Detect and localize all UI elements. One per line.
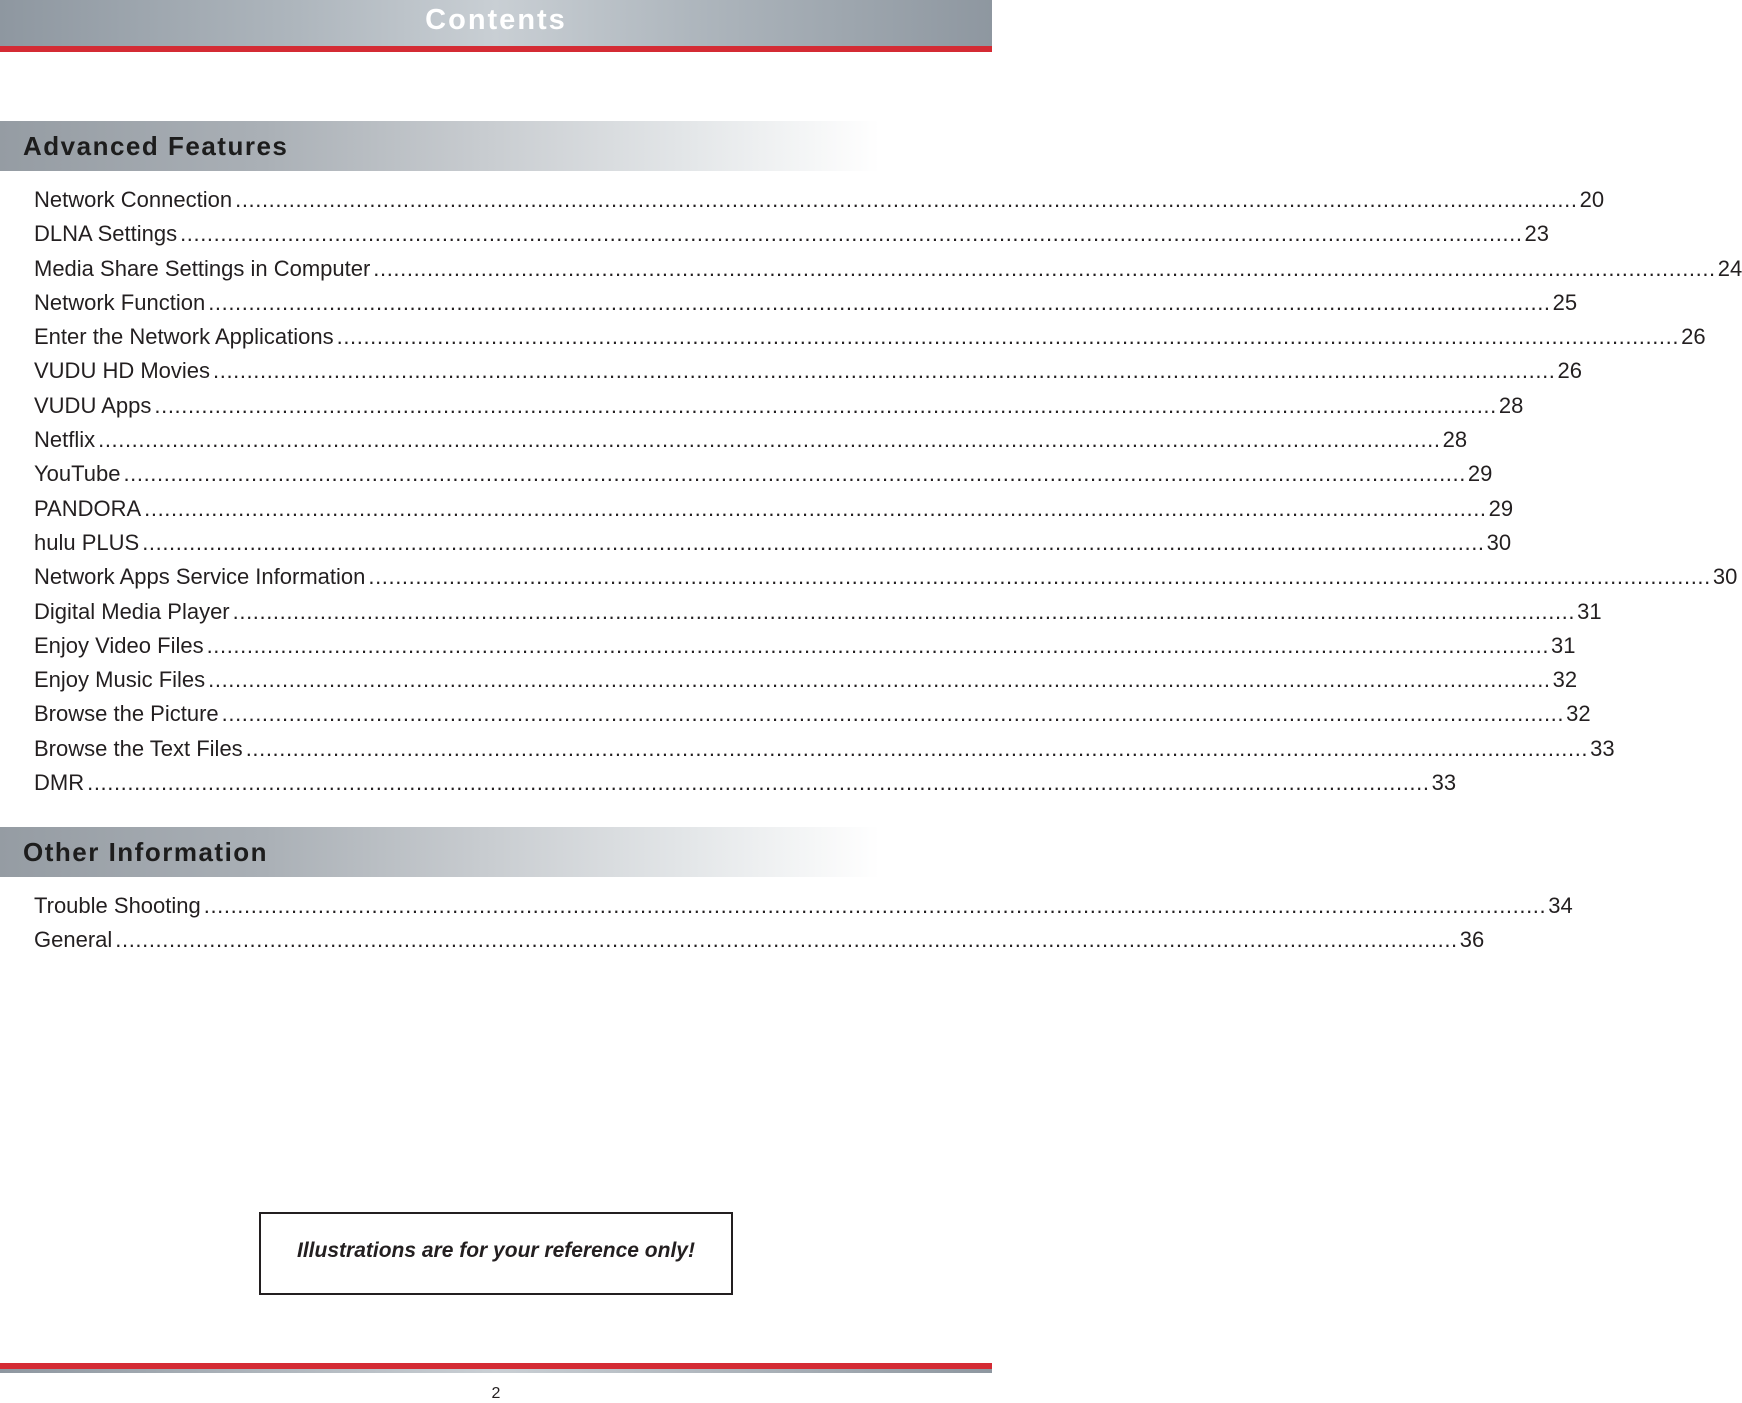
toc-entry[interactable] [34, 561, 1738, 595]
page-title: Contents [425, 4, 567, 36]
toc-entry-page-number: 25 [1552, 289, 1578, 315]
toc-entry-label: VUDU Apps [34, 392, 152, 418]
toc-entry-page-number: 26 [1681, 324, 1706, 350]
toc-entry[interactable] [34, 664, 1578, 698]
toc-entry-label: Network Apps Service Information [34, 564, 366, 590]
toc-entry-page-number: 29 [1488, 495, 1514, 521]
toc-entry[interactable] [34, 321, 1706, 355]
toc-list-other-information [34, 890, 1573, 959]
toc-entry[interactable] [34, 527, 1512, 561]
page-number: 2 [491, 1385, 501, 1402]
toc-list-advanced-features [34, 184, 1742, 801]
toc-entry[interactable] [34, 355, 1582, 389]
toc-entry-label: DLNA Settings [34, 221, 178, 247]
illustration-note-box [259, 1212, 733, 1295]
toc-dot-leader: ........................................................................................................................................................................................................ [154, 392, 1497, 418]
toc-dot-leader: ........................................................................................................................................................................................................ [336, 324, 1680, 350]
toc-entry-label: DMR [34, 770, 85, 796]
toc-dot-leader: ........................................................................................................................................................................................................ [180, 221, 1523, 247]
toc-entry-page-number: 31 [1577, 598, 1602, 624]
toc-dot-leader: ........................................................................................................................................................................................................ [221, 701, 1565, 727]
toc-entry-label: Network Function [34, 289, 206, 315]
toc-dot-leader: ........................................................................................................................................................................................................ [208, 667, 1551, 693]
header-bar [0, 0, 992, 46]
toc-entry-label: General [34, 927, 113, 953]
toc-entry-page-number: 32 [1566, 701, 1591, 727]
toc-entry-label: PANDORA [34, 495, 142, 521]
section-title: Advanced Features [23, 131, 289, 161]
toc-entry-page-number: 33 [1431, 770, 1457, 796]
toc-entry-label: YouTube [34, 461, 121, 487]
toc-entry[interactable] [34, 287, 1578, 321]
toc-entry[interactable] [34, 630, 1576, 664]
toc-entry-label: Trouble Shooting [34, 893, 201, 918]
header-accent-stripe [0, 46, 992, 52]
toc-dot-leader: ........................................................................................................................................................................................................ [87, 770, 1430, 796]
toc-entry[interactable] [34, 890, 1573, 924]
toc-entry-page-number: 36 [1459, 927, 1485, 953]
toc-entry-page-number: 24 [1717, 255, 1742, 281]
toc-entry-label: Enjoy Music Files [34, 667, 206, 693]
toc-dot-leader: ........................................................................................................................................................................................................ [208, 289, 1551, 315]
toc-entry[interactable] [34, 767, 1457, 801]
toc-entry[interactable] [34, 424, 1468, 458]
toc-entry-page-number: 29 [1467, 461, 1493, 487]
section-header-advanced-features [0, 121, 880, 171]
toc-entry-label: Browse the Picture [34, 701, 219, 727]
toc-entry[interactable] [34, 218, 1550, 252]
toc-dot-leader: ........................................................................................................................................................................................................ [142, 529, 1485, 555]
toc-entry-label: Network Connection [34, 187, 233, 212]
toc-entry-label: Digital Media Player [34, 598, 230, 624]
toc-dot-leader: ........................................................................................................................................................................................................ [203, 893, 1547, 918]
toc-entry-label: Enjoy Video Files [34, 632, 204, 658]
toc-dot-leader: ........................................................................................................................................................................................................ [98, 427, 1441, 453]
toc-entry[interactable] [34, 733, 1615, 767]
toc-entry[interactable] [34, 698, 1591, 732]
toc-entry-page-number: 26 [1557, 358, 1582, 384]
toc-entry-label: VUDU HD Movies [34, 358, 211, 384]
toc-dot-leader: ........................................................................................................................................................................................................ [115, 927, 1458, 953]
toc-dot-leader: ........................................................................................................................................................................................................ [232, 598, 1576, 624]
toc-entry[interactable] [34, 458, 1493, 492]
toc-entry[interactable] [34, 596, 1602, 630]
toc-dot-leader: ........................................................................................................................................................................................................ [373, 255, 1716, 281]
toc-entry-label: Enter the Network Applications [34, 324, 334, 350]
toc-dot-leader: ........................................................................................................................................................................................................ [213, 358, 1556, 384]
toc-entry[interactable] [34, 184, 1605, 218]
toc-dot-leader: ........................................................................................................................................................................................................ [245, 735, 1589, 761]
toc-entry-page-number: 30 [1712, 564, 1738, 590]
toc-entry-page-number: 28 [1498, 392, 1524, 418]
footer-gray-stripe [0, 1369, 992, 1373]
toc-entry[interactable] [34, 493, 1514, 527]
toc-entry-label: Netflix [34, 427, 96, 453]
toc-dot-leader: ........................................................................................................................................................................................................ [123, 461, 1466, 487]
toc-entry-page-number: 20 [1579, 187, 1605, 212]
toc-entry-page-number: 28 [1442, 427, 1468, 453]
toc-entry-page-number: 30 [1486, 529, 1512, 555]
toc-entry-label: hulu PLUS [34, 529, 140, 555]
section-header-other-information [0, 827, 880, 877]
toc-entry-page-number: 34 [1548, 893, 1573, 918]
toc-entry[interactable] [34, 390, 1524, 424]
toc-entry-label: Media Share Settings in Computer [34, 255, 371, 281]
illustration-note-text: Illustrations are for your reference only! [297, 1239, 695, 1262]
toc-entry-page-number: 31 [1551, 632, 1576, 658]
toc-entry-page-number: 33 [1590, 735, 1615, 761]
toc-entry-page-number: 32 [1552, 667, 1578, 693]
toc-dot-leader: ........................................................................................................................................................................................................ [144, 495, 1487, 521]
toc-dot-leader: ........................................................................................................................................................................................................ [368, 564, 1711, 590]
toc-entry[interactable] [34, 253, 1742, 287]
toc-entry-label: Browse the Text Files [34, 735, 243, 761]
toc-dot-leader: ........................................................................................................................................................................................................ [235, 187, 1578, 212]
toc-entry-page-number: 23 [1524, 221, 1550, 247]
toc-entry[interactable] [34, 924, 1485, 958]
section-title: Other Information [23, 837, 269, 867]
toc-dot-leader: ........................................................................................................................................................................................................ [206, 632, 1550, 658]
